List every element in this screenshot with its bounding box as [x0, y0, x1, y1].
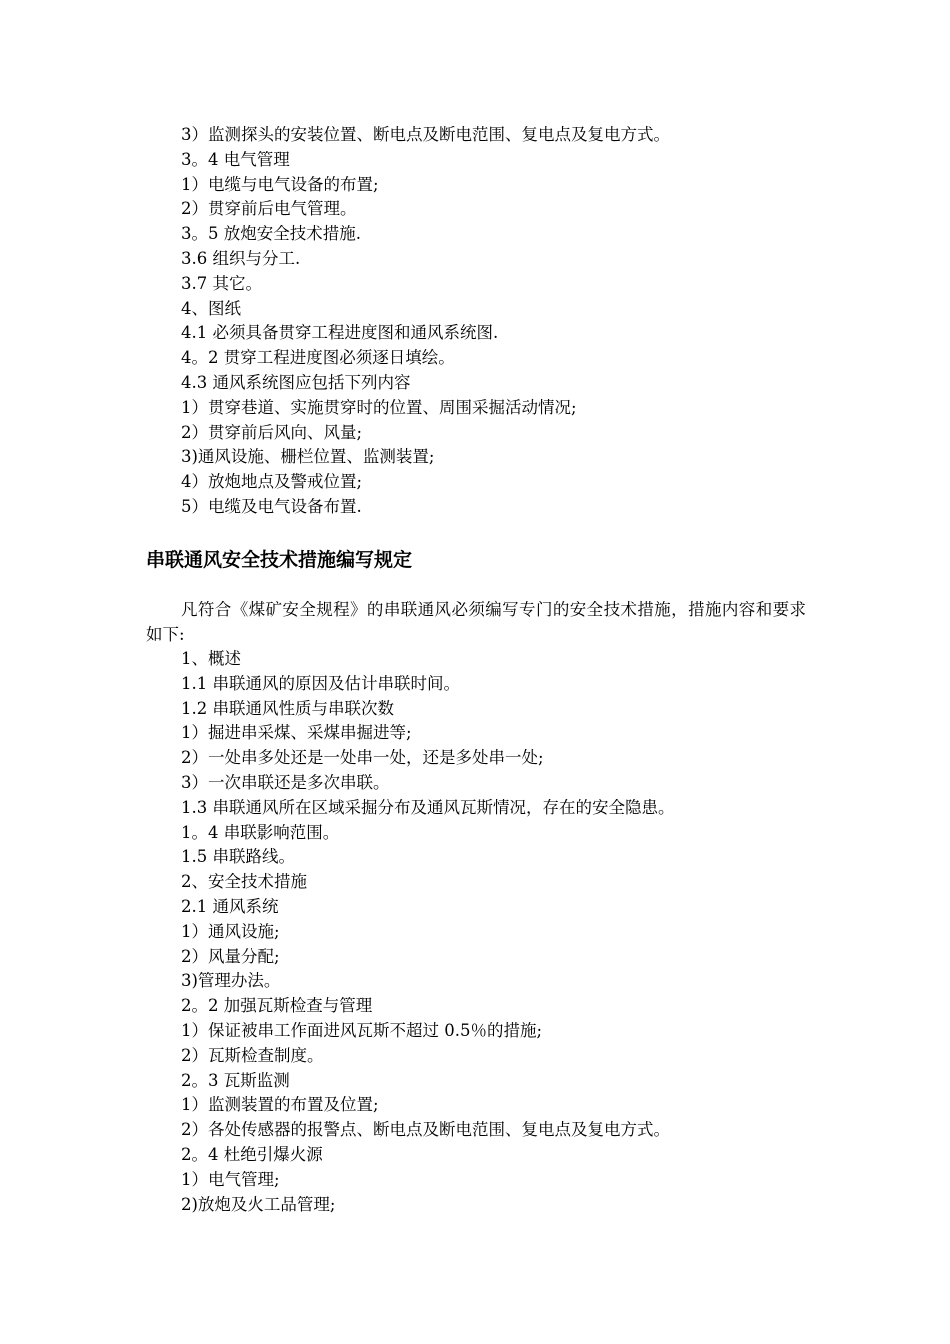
text-line: 4）放炮地点及警戒位置;: [181, 472, 363, 492]
text-line: 2。3 瓦斯监测: [181, 1070, 290, 1090]
text-line: 3。4 电气管理: [181, 149, 290, 169]
text-line: 1）电气管理;: [181, 1169, 280, 1189]
text-line: 1.2 串联通风性质与串联次数: [181, 698, 394, 718]
text-line: 3）一次串联还是多次串联。: [181, 772, 390, 792]
text-line: 1。4 串联影响范围。: [181, 822, 340, 842]
text-line: 3)管理办法。: [181, 971, 281, 991]
text-line: 2。2 加强瓦斯检查与管理: [181, 996, 373, 1016]
section-heading: 串联通风安全技术措施编写规定: [146, 549, 413, 571]
text-line: 2）一处串多处还是一处串一处，还是多处串一处;: [181, 748, 544, 768]
document-section-top: [146, 123, 816, 520]
document-section-bottom: [146, 647, 816, 1217]
text-line: 2）贯穿前后风向、风量;: [181, 422, 363, 442]
text-line: 3)通风设施、栅栏位置、监测装置;: [181, 447, 435, 467]
text-line: 3。5 放炮安全技术措施.: [181, 224, 361, 244]
text-line: 1）贯穿巷道、实施贯穿时的位置、周围采掘活动情况;: [181, 397, 577, 417]
text-line: 2）风量分配;: [181, 946, 280, 966]
text-line: 1）通风设施;: [181, 921, 280, 941]
text-line: 3）监测探头的安装位置、断电点及断电范围、复电点及复电方式。: [181, 125, 670, 144]
text-line: 5）电缆及电气设备布置.: [181, 496, 362, 516]
text-line: 2、安全技术措施: [181, 872, 307, 892]
text-line: 2.1 通风系统: [181, 896, 279, 916]
text-line: 2）各处传感器的报警点、断电点及断电范围、复电点及复电方式。: [181, 1120, 670, 1140]
text-line: 3.6 组织与分工.: [181, 248, 301, 268]
text-line: 1）电缆与电气设备的布置;: [181, 174, 379, 194]
text-line: 2）瓦斯检查制度。: [181, 1045, 324, 1065]
text-line: 1）监测装置的布置及位置;: [181, 1095, 379, 1115]
text-line: 4.3 通风系统图应包括下列内容: [181, 372, 411, 392]
section-heading-wrap: [146, 547, 816, 573]
text-line: 4、图纸: [181, 298, 241, 318]
text-line: 4。2 贯穿工程进度图必须逐日填绘。: [181, 348, 455, 368]
text-line: 1、概述: [181, 649, 241, 668]
text-line: 1.3 串联通风所在区域采掘分布及通风瓦斯情况，存在的安全隐患。: [181, 797, 675, 817]
text-line: 2。4 杜绝引爆火源: [181, 1144, 323, 1164]
text-line: 4.1 必须具备贯穿工程进度图和通风系统图.: [181, 323, 499, 343]
text-line: 2)放炮及火工品管理;: [181, 1194, 336, 1214]
intro-paragraph-wrap: [146, 597, 816, 647]
text-line: 1.5 串联路线。: [181, 847, 295, 867]
text-line: 1）掘进串采煤、采煤串掘进等;: [181, 723, 412, 743]
text-line: 2）贯穿前后电气管理。: [181, 199, 357, 219]
text-line: 3.7 其它。: [181, 273, 262, 293]
intro-paragraph: 凡符合《煤矿安全规程》的串联通风必须编写专门的安全技术措施，措施内容和要求如下:: [146, 600, 806, 644]
text-line: 1）保证被串工作面进风瓦斯不超过 0.5％的措施;: [181, 1020, 543, 1040]
text-line: 1.1 串联通风的原因及估计串联时间。: [181, 673, 460, 693]
